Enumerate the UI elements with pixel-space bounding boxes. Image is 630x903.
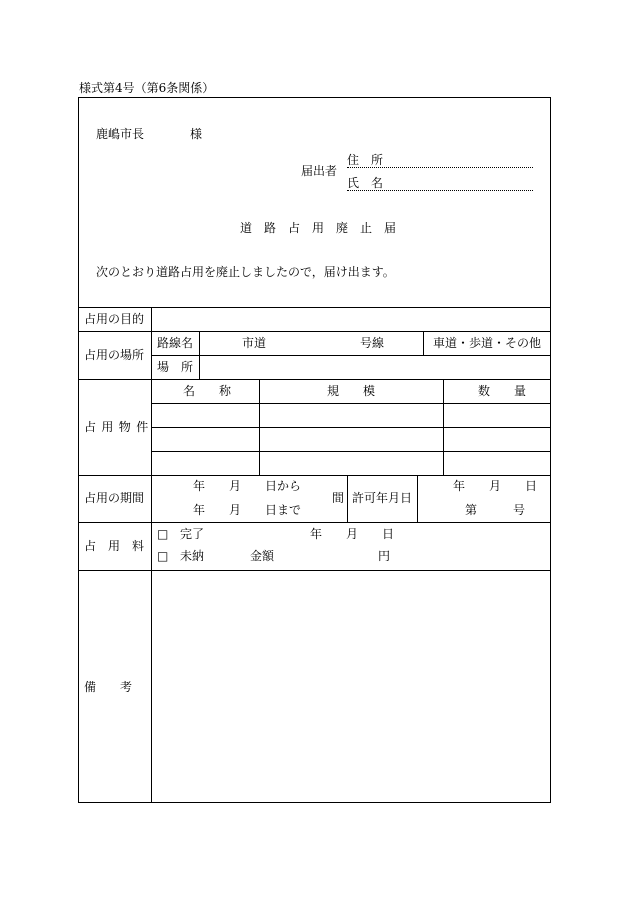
remarks-label: 備 考 (84, 680, 133, 694)
objects-header-qty: 数 量 (478, 384, 527, 398)
rule-objects-r2 (151, 427, 551, 428)
rule-fee-top (78, 522, 551, 523)
period-to: 年 月 日まで (193, 503, 302, 517)
objects-label: 占用物件 (84, 420, 154, 434)
paid-date: 年 月 日 (310, 527, 395, 541)
objects-header-name: 名 称 (183, 384, 232, 398)
notifier-label: 届出者 (301, 164, 338, 178)
remarks-field[interactable] (153, 572, 549, 801)
purpose-label: 占用の目的 (84, 312, 145, 326)
rule-route-label-col (199, 331, 200, 379)
objects-header-scale: 規 模 (327, 384, 376, 398)
period-between: 間 (332, 491, 345, 505)
city-road-text: 市道 (242, 336, 267, 350)
yen-label: 円 (378, 549, 391, 563)
address-field[interactable] (347, 167, 533, 168)
rule-remarks-top (78, 570, 551, 571)
form-title: 道 路 占 用 廃 止 届 (240, 221, 397, 235)
rule-objects-r1 (151, 403, 551, 404)
purpose-field[interactable] (153, 308, 549, 330)
rule-period-col2 (417, 475, 418, 522)
addressee-honorific: 様 (190, 127, 203, 141)
fee-label: 占 用 料 (84, 539, 145, 553)
permit-date: 年 月 日 (453, 479, 538, 493)
rule-roadtype-col (423, 331, 424, 355)
location-label: 占用の場所 (84, 348, 145, 362)
paid-label: 完了 (180, 527, 205, 541)
route-no-text: 号線 (360, 336, 385, 350)
form-id: 様式第4号（第6条関係） (79, 81, 215, 95)
unpaid-label: 未納 (180, 549, 205, 563)
addressee-name: 鹿嶋市長 (96, 127, 145, 141)
rule-objects-top (78, 379, 551, 380)
amount-label: 金額 (250, 549, 275, 563)
permit-number: 第 号 (465, 503, 526, 517)
rule-period-top (78, 475, 551, 476)
rule-objects-r3 (151, 451, 551, 452)
road-type-text: 車道・歩道・その他 (433, 336, 542, 350)
rule-objects-col2 (443, 379, 444, 475)
place-field[interactable] (201, 356, 549, 378)
paid-checkbox[interactable]: □ (157, 527, 169, 541)
unpaid-checkbox[interactable]: □ (157, 549, 169, 563)
route-label: 路線名 (157, 336, 194, 350)
name-field[interactable] (347, 190, 533, 191)
rule-objects-col1 (259, 379, 260, 475)
place-label: 場 所 (157, 360, 194, 374)
rule-label-col (151, 307, 152, 803)
period-label: 占用の期間 (84, 491, 145, 505)
permit-date-label: 許可年月日 (352, 491, 413, 505)
rule-period-col1 (347, 475, 348, 522)
name-label: 氏 名 (347, 176, 384, 190)
intro-text: 次のとおり道路占用を廃止しましたので，届け出ます。 (96, 265, 395, 279)
rule-location-top (78, 331, 551, 332)
address-label: 住 所 (347, 153, 384, 167)
period-from: 年 月 日から (193, 479, 302, 493)
